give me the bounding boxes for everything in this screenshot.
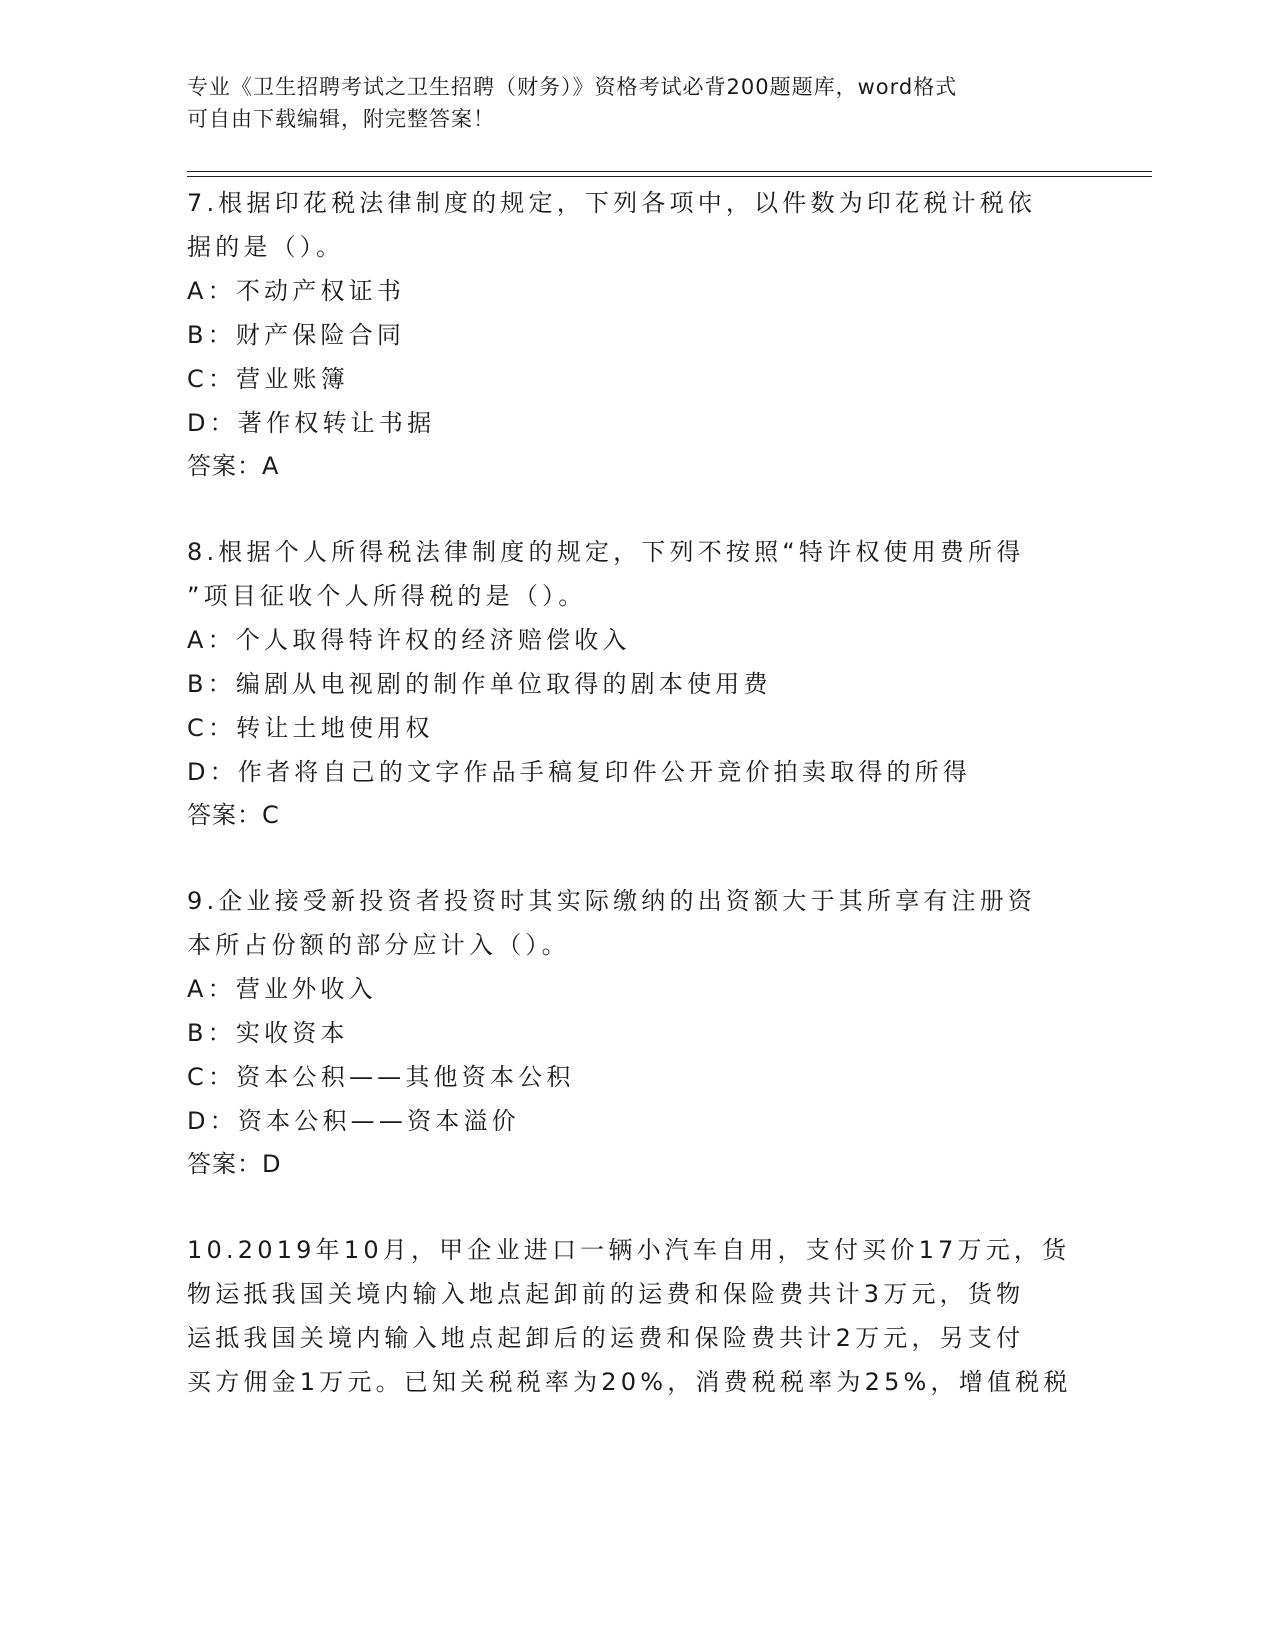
question-9-stem-line-2: 本所占份额的部分应计入（）。 [187,931,570,959]
document-header-line-2: 可自由下载编辑，附完整答案！ [187,107,495,131]
question-7-option-a: A：不动产权证书 [187,277,406,305]
question-8-answer: 答案：C [187,801,280,829]
question-8-option-a: A：个人取得特许权的经济赔偿收入 [187,626,631,654]
header-divider-bottom [187,176,1152,177]
question-8-option-b: B：编剧从电视剧的制作单位取得的剧本使用费 [187,670,772,698]
question-8-stem-line-2: ”项目征收个人所得税的是（）。 [187,582,587,610]
question-9-answer: 答案：D [187,1150,282,1178]
question-7-answer: 答案：A [187,452,280,480]
question-8-option-c: C：转让土地使用权 [187,714,434,742]
question-10-stem-line-1: 10.2019年10月，甲企业进口一辆小汽车自用，支付买价17万元，货 [187,1236,1071,1264]
question-10-stem-line-2: 物运抵我国关境内输入地点起卸前的运费和保险费共计3万元，货物 [187,1280,1025,1308]
question-9-option-c: C：资本公积——其他资本公积 [187,1063,575,1091]
question-7-option-b: B：财产保险合同 [187,321,406,349]
question-9-option-b: B：实收资本 [187,1019,349,1047]
question-7-stem-line-2: 据的是（）。 [187,233,345,261]
question-10-stem-line-4: 买方佣金1万元。已知关税税率为20%，消费税税率为25%，增值税税 [187,1368,1072,1396]
header-divider-top [187,171,1152,172]
question-9-option-d: D：资本公积——资本溢价 [187,1107,520,1135]
question-8-option-d: D：作者将自己的文字作品手稿复印件公开竞价拍卖取得的所得 [187,758,972,786]
question-9-option-a: A：营业外收入 [187,975,377,1003]
question-7-option-c: C：营业账簿 [187,365,349,393]
question-7-option-d: D：著作权转让书据 [187,409,436,437]
question-7-stem-line-1: 7.根据印花税法律制度的规定，下列各项中，以件数为印花税计税依 [187,189,1037,217]
question-10-stem-line-3: 运抵我国关境内输入地点起卸后的运费和保险费共计2万元，另支付 [187,1324,1025,1352]
document-header-line-1: 专业《卫生招聘考试之卫生招聘（财务）》资格考试必背200题题库，word格式 [187,75,958,99]
question-9-stem-line-1: 9.企业接受新投资者投资时其实际缴纳的出资额大于其所享有注册资 [187,887,1037,915]
question-8-stem-line-1: 8.根据个人所得税法律制度的规定，下列不按照“特许权使用费所得 [187,538,1025,566]
